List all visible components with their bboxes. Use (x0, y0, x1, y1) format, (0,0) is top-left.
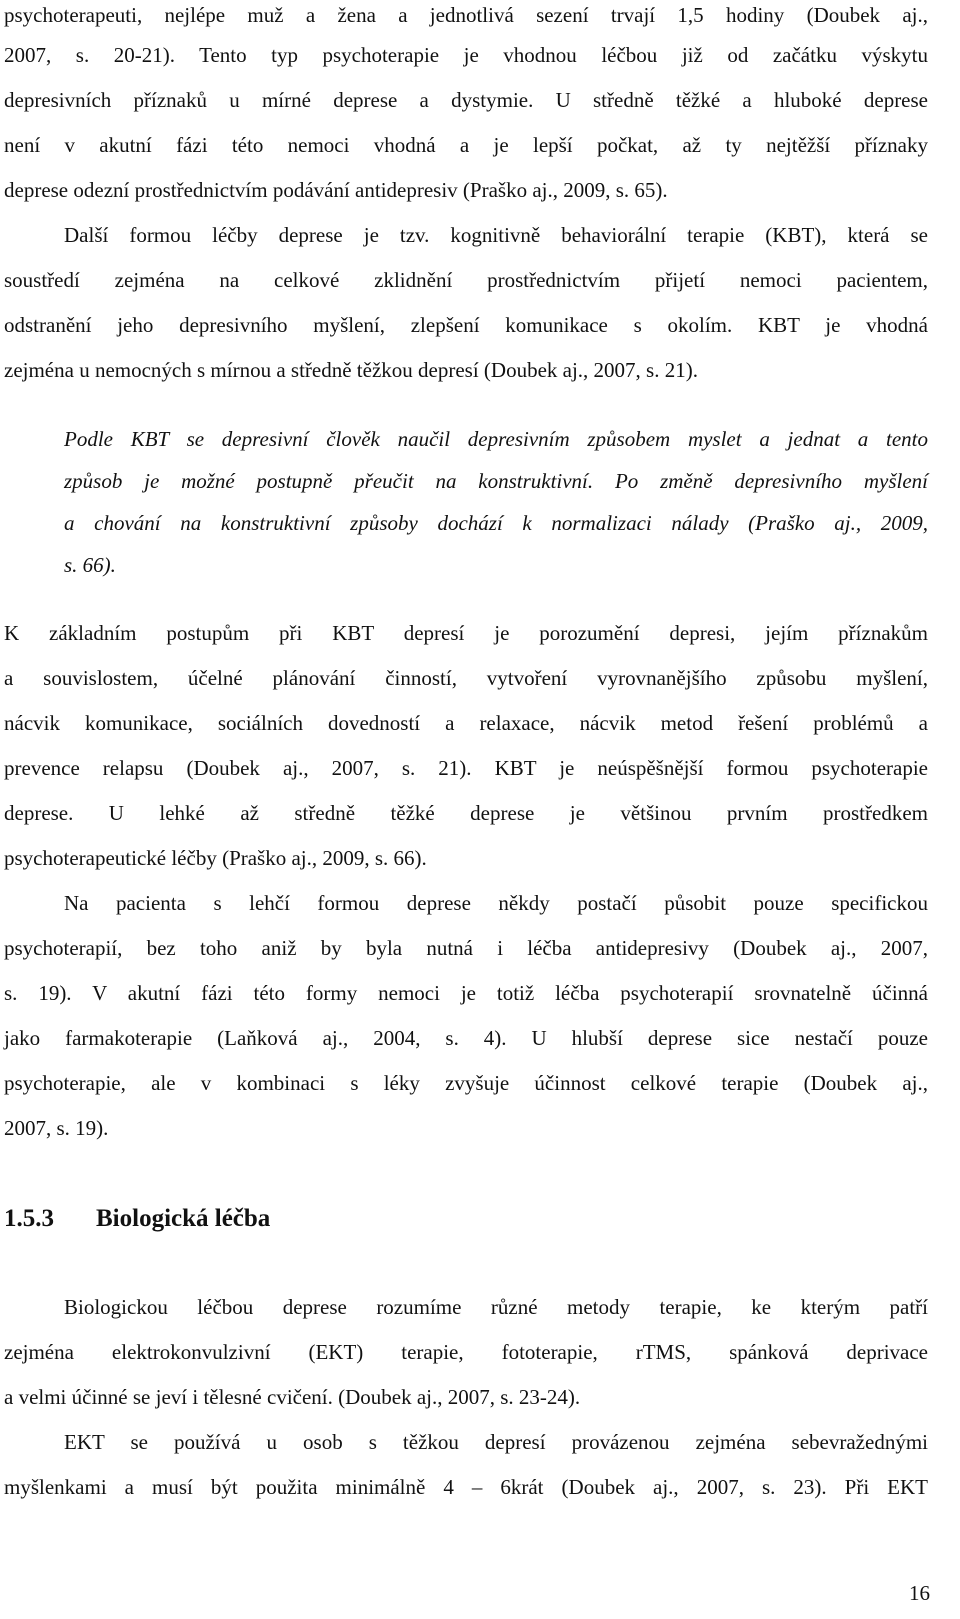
text-line: K základním postupům při KBT depresí je porozumění depresi, jejím příznakům (4, 621, 928, 645)
text-line: zejména u nemocných s mírnou a středně těžkou depresí (Doubek aj., 2007, s. 21). (4, 358, 698, 382)
text-line: Další formou léčby deprese je tzv. kognitivně behaviorální terapie (KBT), která se (64, 223, 928, 247)
text-line: psychoterapie, ale v kombinaci s léky zvyšuje účinnost celkové terapie (Doubek aj., (4, 1071, 928, 1095)
text-line: nácvik komunikace, sociálních dovedností a relaxace, nácvik metod řešení problémů a (4, 711, 928, 735)
text-line: deprese. U lehké až středně těžké deprese je většinou prvním prostředkem (4, 801, 928, 825)
section-number: 1.5.3 (4, 1205, 54, 1232)
text-line: a velmi účinné se jeví i tělesné cvičení. (Doubek aj., 2007, s. 23-24). (4, 1385, 581, 1409)
text-line: psychoterapeuti, nejlépe muž a žena a jednotlivá sezení trvají 1,5 hodiny (Doubek aj., (4, 3, 928, 27)
text-line: prevence relapsu (Doubek aj., 2007, s. 21). KBT je neúspěšnější formou psychoterapie (4, 756, 928, 780)
text-line: Na pacienta s lehčí formou deprese někdy postačí působit pouze specifickou (64, 891, 928, 915)
text-line: 2007, s. 20-21). Tento typ psychoterapie je vhodnou léčbou již od začátku výskytu (4, 43, 928, 67)
text-line: odstranění jeho depresivního myšlení, zlepšení komunikace s okolím. KBT je vhodná (4, 313, 928, 337)
text-line: EKT se používá u osob s těžkou depresí provázenou zejména sebevražednými (64, 1430, 928, 1454)
section-title: Biologická léčba (96, 1205, 271, 1232)
text-line: deprese odezní prostřednictvím podávání antidepresiv (Praško aj., 2009, s. 65). (4, 178, 668, 202)
text-line: soustředí zejména na celkové zklidnění prostřednictvím přijetí nemoci pacientem, (4, 268, 928, 292)
text-line: depresivních příznaků u mírné deprese a dystymie. U středně těžké a hluboké deprese (4, 88, 928, 112)
quote-line: Podle KBT se depresivní člověk naučil depresivním způsobem myslet a jednat a tento (64, 427, 928, 451)
text-line: myšlenkami a musí být použita minimálně 4 – 6krát (Doubek aj., 2007, s. 23). Při EKT (4, 1475, 928, 1499)
text-line: 2007, s. 19). (4, 1116, 109, 1140)
text-line: a souvislostem, účelné plánování činností, vytvoření vyrovnanějšího způsobu myšlení, (4, 666, 928, 690)
text-line: Biologickou léčbou deprese rozumíme různé metody terapie, ke kterým patří (64, 1295, 928, 1319)
text-line: zejména elektrokonvulzivní (EKT) terapie, fototerapie, rTMS, spánková deprivace (4, 1340, 928, 1364)
quote-line: s. 66). (64, 553, 116, 577)
page-number: 16 (909, 1581, 930, 1605)
text-line: není v akutní fázi této nemoci vhodná a je lepší počkat, až ty nejtěžší příznaky (4, 133, 928, 157)
section-heading (4, 1202, 270, 1236)
quote-line: způsob je možné postupně přeučit na konstruktivní. Po změně depresivního myšlení (64, 469, 928, 493)
text-line: psychoterapií, bez toho aniž by byla nutná i léčba antidepresivy (Doubek aj., 2007, (4, 936, 928, 960)
text-line: psychoterapeutické léčby (Praško aj., 2009, s. 66). (4, 846, 427, 870)
quote-line: a chování na konstruktivní způsoby dochází k normalizaci nálady (Praško aj., 2009, (64, 511, 928, 535)
text-line: jako farmakoterapie (Laňková aj., 2004, s. 4). U hlubší deprese sice nestačí pouze (4, 1026, 928, 1050)
text-line: s. 19). V akutní fázi této formy nemoci je totiž léčba psychoterapií srovnatelně účinná (4, 981, 928, 1005)
